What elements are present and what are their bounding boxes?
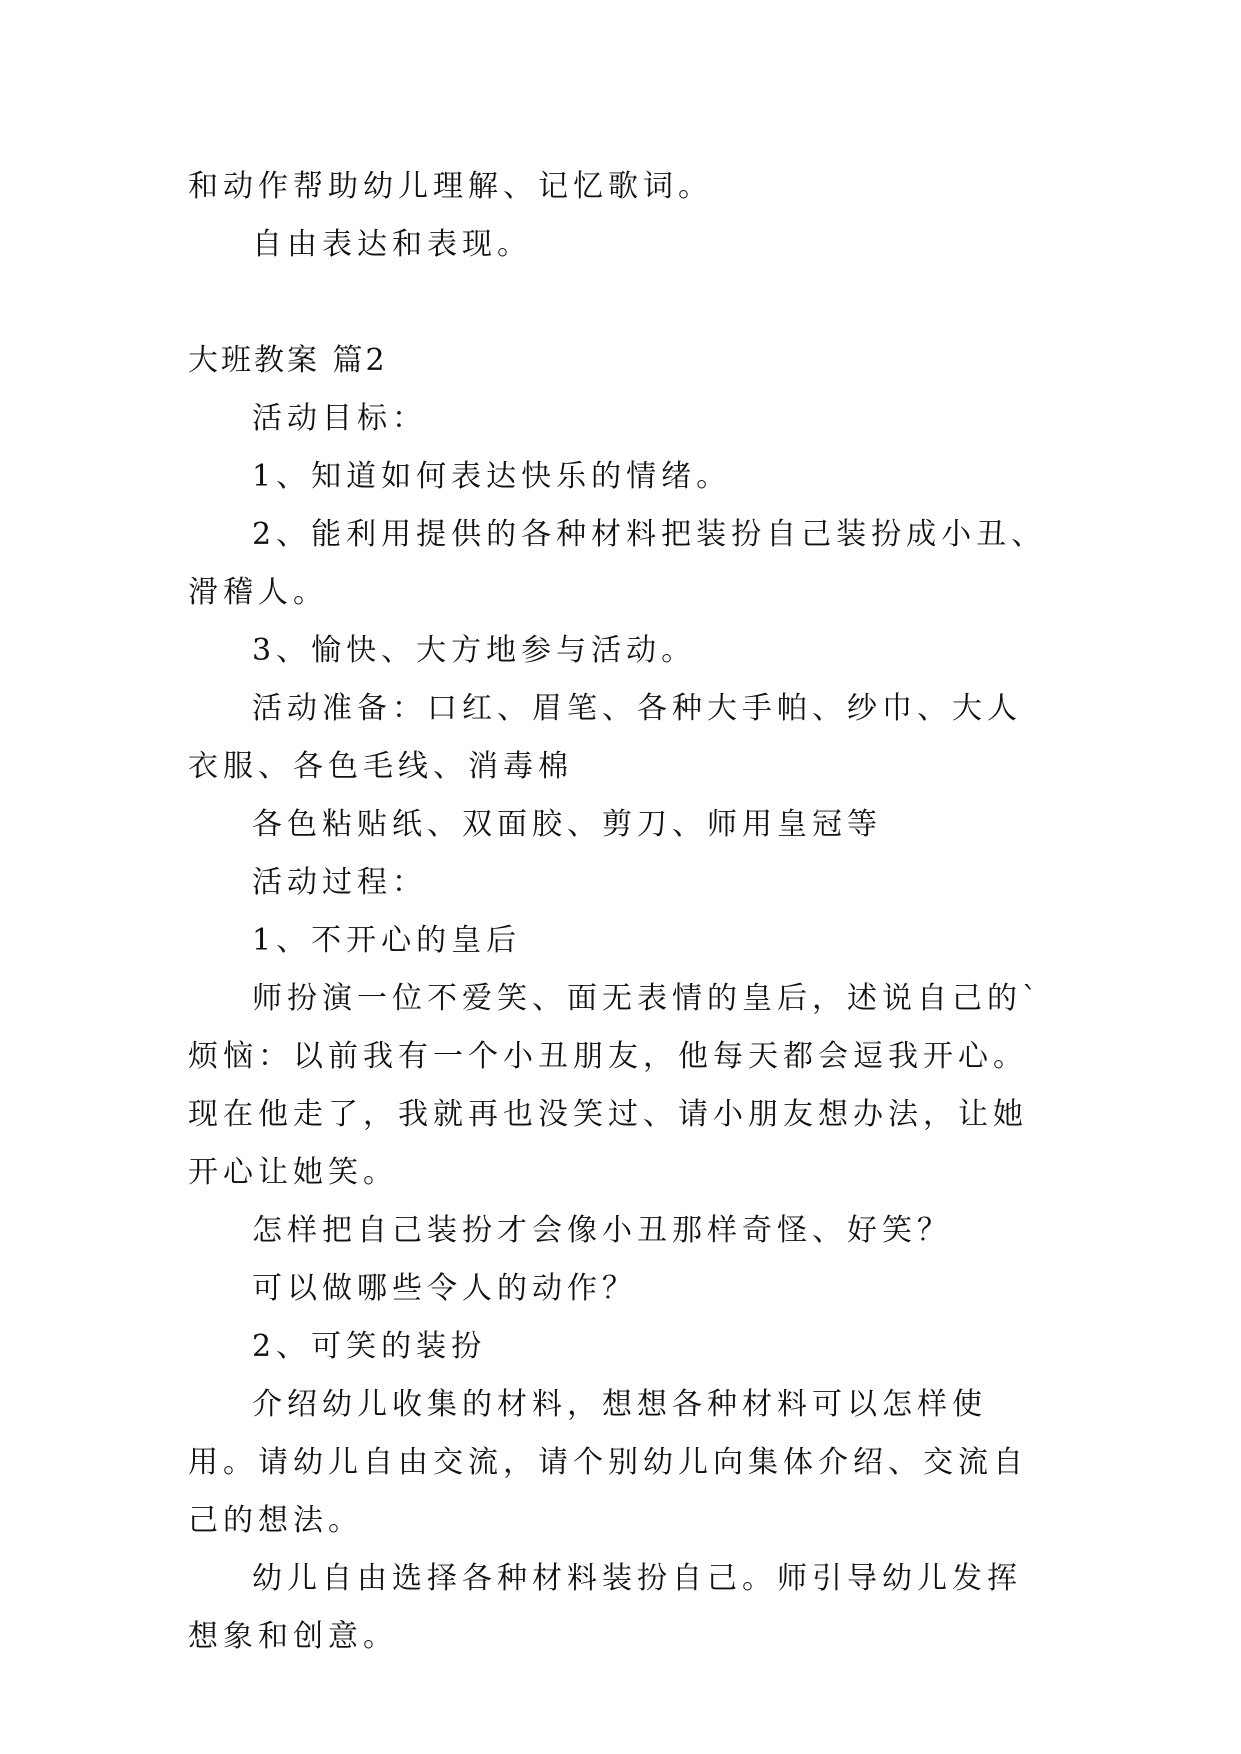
paragraph-step-1-title: 1、不开心的皇后 [252, 923, 522, 958]
paragraph-continuation: 和动作帮助幼儿理解、记忆歌词。 [188, 169, 713, 204]
paragraph-step-2-body-2: 幼儿自由选择各种材料装扮自己。师引导幼儿发挥想象和创意。 [188, 1561, 1022, 1654]
paragraph-step-2-title: 2、可笑的装扮 [252, 1329, 487, 1364]
paragraph-goal-1: 1、知道如何表达快乐的情绪。 [252, 459, 732, 494]
paragraph-question-1: 怎样把自己装扮才会像小丑那样奇怪、好笑？ [252, 1213, 952, 1248]
paragraph-process-heading: 活动过程： [252, 865, 427, 900]
paragraph-step-2-body: 介绍幼儿收集的材料，想想各种材料可以怎样使用。请幼儿自由交流，请个别幼儿向集体介绍、交流自己的想法。 [188, 1387, 1028, 1538]
paragraph-step-1-body: 师扮演一位不爱笑、面无表情的皇后，述说自己的`烦恼：以前我有一个小丑朋友，他每天都会逗我开心。现在他走了，我就再也没笑过、请小朋友想办法，让她开心让她笑。 [188, 981, 1042, 1190]
paragraph-preparation: 活动准备：口红、眉笔、各种大手帕、纱巾、大人衣服、各色毛线、消毒棉 [188, 691, 1022, 784]
paragraph-goal-3: 3、愉快、大方地参与活动。 [252, 633, 697, 668]
paragraph-question-2: 可以做哪些令人的动作？ [252, 1271, 637, 1306]
section-spacer [188, 274, 1053, 332]
section-title: 大班教案 篇2 [188, 343, 388, 378]
paragraph-free-expression: 自由表达和表现。 [252, 227, 532, 262]
paragraph-preparation-2: 各色粘贴纸、双面胶、剪刀、师用皇冠等 [252, 807, 882, 842]
paragraph-goal-2: 2、能利用提供的各种材料把装扮自己装扮成小丑、滑稽人。 [188, 517, 1047, 610]
paragraph-goals-heading: 活动目标： [252, 401, 427, 436]
document-body [188, 158, 1053, 1666]
